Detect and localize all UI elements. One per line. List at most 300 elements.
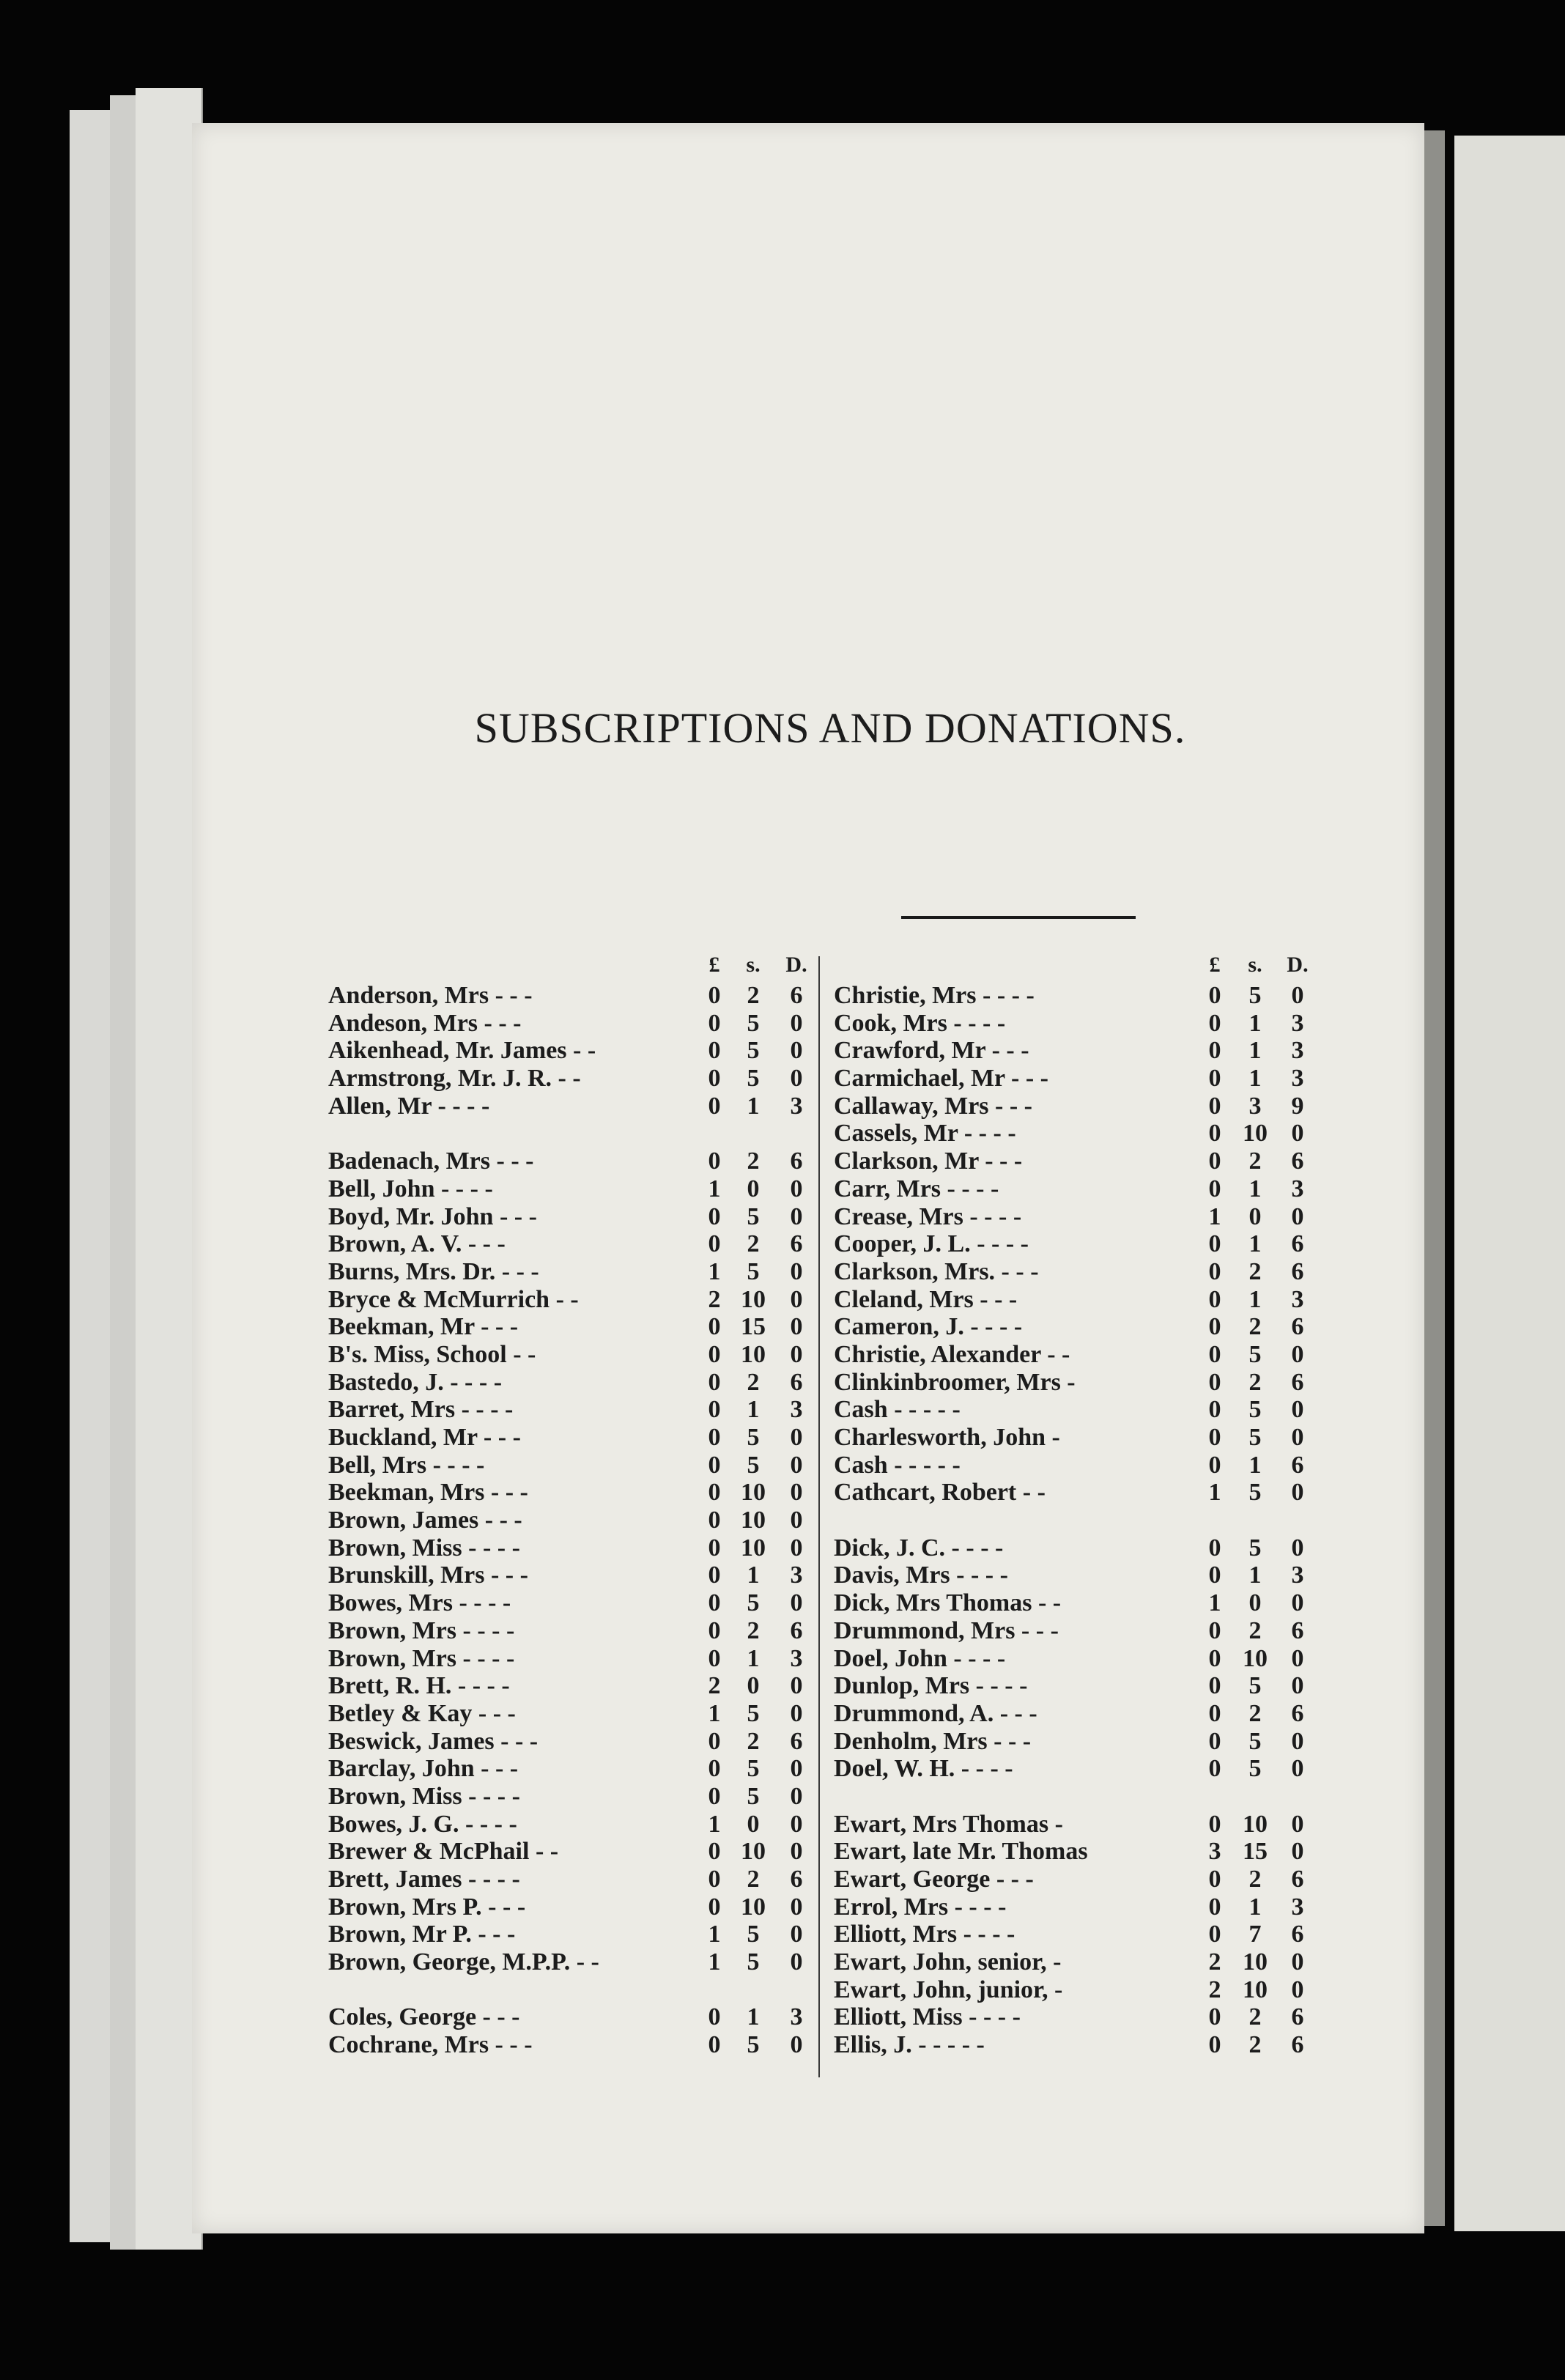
pence-value: 0	[790, 1202, 803, 1230]
subscriber-name: Buckland, Mr - - -	[328, 1424, 521, 1451]
pence-value: 3	[1291, 1285, 1304, 1313]
pence-value: 0	[1291, 1810, 1304, 1838]
shillings-value: 5	[747, 1782, 760, 1810]
pounds-value: 0	[1208, 1644, 1221, 1672]
shillings-value: 1	[1248, 1230, 1262, 1258]
pence-value: 6	[1291, 1866, 1304, 1893]
pounds-value: 0	[1208, 1009, 1221, 1037]
pence-value: 0	[790, 1424, 803, 1451]
pence-value: 9	[1291, 1092, 1304, 1120]
pence-header: D.	[1287, 953, 1309, 977]
shillings-value: 2	[747, 1866, 760, 1893]
shillings-value: 5	[747, 2031, 760, 2059]
subscriber-name: Cooper, J. L. - - - -	[834, 1230, 1029, 1258]
pence-value: 0	[1291, 1340, 1304, 1368]
pounds-value: 1	[708, 1175, 721, 1202]
shillings-value: 5	[747, 1257, 760, 1285]
pounds-value: 0	[708, 1507, 721, 1534]
shillings-value: 5	[747, 1699, 760, 1727]
pounds-value: 1	[1208, 1479, 1221, 1507]
pounds-value: 0	[1208, 2003, 1221, 2031]
pounds-value: 0	[708, 2003, 721, 2031]
subscriber-name: Denholm, Mrs - - -	[834, 1727, 1032, 1755]
pounds-value: 1	[708, 1810, 721, 1838]
subscriber-name: Crawford, Mr - - -	[834, 1037, 1029, 1065]
pence-value: 0	[790, 1948, 803, 1976]
pence-value: 6	[1291, 1148, 1304, 1175]
subscriber-name: Cathcart, Robert - -	[834, 1479, 1046, 1507]
subscriber-name: Elliott, Mrs - - - -	[834, 1921, 1015, 1948]
shillings-value: 10	[741, 1534, 766, 1562]
subscriber-name: Beekman, Mrs - - -	[328, 1479, 528, 1507]
pounds-value: 0	[1208, 1396, 1221, 1424]
subscriber-name: Aikenhead, Mr. James - -	[328, 1037, 596, 1065]
subscriber-name: Ewart, George - - -	[834, 1866, 1034, 1893]
pence-value: 0	[1291, 1755, 1304, 1783]
pence-value: 3	[790, 2003, 803, 2031]
pounds-value: 1	[1208, 1589, 1221, 1617]
subscriber-name: Bell, Mrs - - - -	[328, 1451, 485, 1479]
shillings-value: 1	[1248, 1285, 1262, 1313]
subscriber-name: Doel, John - - - -	[834, 1644, 1006, 1672]
pounds-value: 0	[1208, 1672, 1221, 1700]
subscriber-name: Coles, George - - -	[328, 2003, 520, 2031]
subscriber-name: Brown, Mrs - - - -	[328, 1616, 515, 1644]
pounds-value: 0	[708, 1755, 721, 1783]
pounds-value: 0	[1208, 1562, 1221, 1589]
pounds-value: 0	[708, 1893, 721, 1921]
subscriber-name: Brown, Mr P. - - -	[328, 1921, 516, 1948]
pounds-value: 0	[708, 1230, 721, 1258]
subscriber-name: Anderson, Mrs - - -	[328, 982, 533, 1009]
pounds-value: 0	[1208, 1699, 1221, 1727]
pounds-value: 0	[1208, 1534, 1221, 1562]
pounds-header: £	[1209, 953, 1221, 977]
pence-value: 0	[790, 1313, 803, 1341]
subscriber-name: Cleland, Mrs - - -	[834, 1285, 1018, 1313]
pence-value: 0	[790, 1037, 803, 1065]
subscriber-name: Barret, Mrs - - - -	[328, 1396, 514, 1424]
subscriber-name: Brown, Mrs P. - - -	[328, 1893, 526, 1921]
shillings-value: 5	[1248, 1534, 1262, 1562]
pence-value: 6	[1291, 1921, 1304, 1948]
subscriber-name: Cochrane, Mrs - - -	[328, 2031, 533, 2059]
pence-value: 0	[790, 1589, 803, 1617]
subscriber-name: Dick, J. C. - - - -	[834, 1534, 1004, 1562]
pounds-value: 1	[708, 1257, 721, 1285]
pence-value: 0	[1291, 1424, 1304, 1451]
pounds-value: 0	[708, 1838, 721, 1866]
pence-value: 0	[790, 1699, 803, 1727]
subscriber-name: Andeson, Mrs - - -	[328, 1009, 522, 1037]
pounds-value: 1	[708, 1921, 721, 1948]
pence-value: 3	[1291, 1562, 1304, 1589]
subscriber-name: Crease, Mrs - - - -	[834, 1202, 1022, 1230]
pence-value: 0	[790, 1782, 803, 1810]
pounds-value: 0	[708, 1313, 721, 1341]
subscriber-name: Brown, Mrs - - - -	[328, 1644, 515, 1672]
pence-value: 0	[790, 1175, 803, 1202]
shillings-value: 5	[747, 1451, 760, 1479]
pounds-value: 0	[1208, 1175, 1221, 1202]
subscriber-name: Errol, Mrs - - - -	[834, 1893, 1007, 1921]
pence-value: 0	[790, 1065, 803, 1093]
pence-value: 6	[790, 1727, 803, 1755]
pence-value: 0	[790, 1285, 803, 1313]
pence-value: 3	[1291, 1175, 1304, 1202]
shillings-value: 15	[741, 1313, 766, 1341]
shillings-value: 2	[1248, 1148, 1262, 1175]
pounds-value: 0	[708, 1562, 721, 1589]
column-divider	[818, 956, 820, 2077]
pounds-value: 0	[1208, 1921, 1221, 1948]
subscriber-name: Boyd, Mr. John - - -	[328, 1202, 537, 1230]
pounds-value: 0	[1208, 1065, 1221, 1093]
pounds-value: 0	[708, 1037, 721, 1065]
shillings-value: 5	[747, 1755, 760, 1783]
pounds-value: 2	[1208, 1948, 1221, 1976]
pounds-value: 1	[708, 1699, 721, 1727]
pence-value: 3	[1291, 1065, 1304, 1093]
pounds-value: 0	[1208, 1727, 1221, 1755]
subscriber-name: Clarkson, Mr - - -	[834, 1148, 1023, 1175]
shillings-value: 2	[1248, 1616, 1262, 1644]
shillings-value: 5	[747, 1065, 760, 1093]
pence-value: 0	[790, 1755, 803, 1783]
shillings-value: 7	[1248, 1921, 1262, 1948]
pounds-value: 0	[1208, 1451, 1221, 1479]
pounds-value: 0	[708, 1148, 721, 1175]
subscriber-name: Ellis, J. - - - - -	[834, 2031, 985, 2059]
pence-value: 6	[790, 1148, 803, 1175]
pounds-value: 0	[1208, 1092, 1221, 1120]
pounds-value: 0	[708, 1782, 721, 1810]
shillings-value: 5	[747, 1424, 760, 1451]
shillings-value: 1	[747, 2003, 760, 2031]
pounds-value: 0	[708, 1009, 721, 1037]
shillings-value: 1	[747, 1092, 760, 1120]
subscriber-name: Elliott, Miss - - - -	[834, 2003, 1021, 2031]
shillings-value: 5	[1248, 1424, 1262, 1451]
pence-value: 6	[1291, 1451, 1304, 1479]
subscriber-name: Cassels, Mr - - - -	[834, 1120, 1016, 1148]
shillings-value: 0	[1248, 1202, 1262, 1230]
pence-value: 6	[1291, 1230, 1304, 1258]
shillings-value: 0	[747, 1175, 760, 1202]
pounds-value: 0	[1208, 1037, 1221, 1065]
subscriber-name: Dunlop, Mrs - - - -	[834, 1672, 1028, 1700]
subscriber-name: Dick, Mrs Thomas - -	[834, 1589, 1062, 1617]
subscriber-name: Carmichael, Mr - - -	[834, 1065, 1048, 1093]
pence-value: 0	[1291, 1644, 1304, 1672]
subscriber-name: Brown, Miss - - - -	[328, 1782, 520, 1810]
title-rule	[901, 916, 1136, 919]
shillings-value: 5	[747, 1202, 760, 1230]
shillings-header: s.	[746, 953, 761, 977]
pounds-value: 0	[1208, 1810, 1221, 1838]
shillings-value: 2	[1248, 1866, 1262, 1893]
subscriber-name: Clinkinbroomer, Mrs -	[834, 1368, 1076, 1396]
pence-value: 0	[790, 1257, 803, 1285]
pence-value: 0	[790, 1340, 803, 1368]
subscriber-name: Barclay, John - - -	[328, 1755, 519, 1783]
shillings-value: 2	[747, 1616, 760, 1644]
pounds-value: 0	[1208, 1120, 1221, 1148]
subscriber-name: Brown, James - - -	[328, 1507, 522, 1534]
subscriber-name: Cash - - - - -	[834, 1396, 961, 1424]
pounds-value: 0	[708, 1727, 721, 1755]
shillings-value: 0	[747, 1810, 760, 1838]
pence-header: D.	[785, 953, 807, 977]
pounds-value: 0	[708, 1479, 721, 1507]
pence-value: 6	[790, 982, 803, 1009]
subscriber-name: Brown, A. V. - - -	[328, 1230, 506, 1258]
pounds-header: £	[708, 953, 720, 977]
pounds-value: 2	[708, 1672, 721, 1700]
pence-value: 3	[1291, 1009, 1304, 1037]
pence-value: 0	[790, 2031, 803, 2059]
subscriber-name: Badenach, Mrs - - -	[328, 1148, 534, 1175]
shillings-value: 5	[1248, 1340, 1262, 1368]
pence-value: 0	[1291, 1396, 1304, 1424]
pounds-value: 0	[1208, 1257, 1221, 1285]
shillings-value: 10	[741, 1340, 766, 1368]
pounds-value: 0	[1208, 1230, 1221, 1258]
pence-value: 6	[790, 1866, 803, 1893]
pence-value: 0	[790, 1921, 803, 1948]
pence-value: 0	[790, 1507, 803, 1534]
shillings-value: 5	[1248, 1396, 1262, 1424]
shillings-value: 1	[747, 1644, 760, 1672]
subscriber-name: Bastedo, J. - - - -	[328, 1368, 503, 1396]
pence-value: 0	[1291, 1202, 1304, 1230]
pounds-value: 0	[708, 1866, 721, 1893]
pence-value: 0	[1291, 1727, 1304, 1755]
facing-page-edge	[1454, 136, 1565, 2231]
shillings-value: 2	[1248, 1313, 1262, 1341]
shillings-value: 10	[741, 1838, 766, 1866]
subscriber-name: Betley & Kay - - -	[328, 1699, 516, 1727]
subscriber-name: Bryce & McMurrich - -	[328, 1285, 579, 1313]
pence-value: 3	[790, 1396, 803, 1424]
shillings-value: 3	[1248, 1092, 1262, 1120]
pounds-value: 0	[1208, 982, 1221, 1009]
subscriber-name: Clarkson, Mrs. - - -	[834, 1257, 1039, 1285]
pence-value: 6	[790, 1230, 803, 1258]
shillings-value: 1	[1248, 1175, 1262, 1202]
pounds-value: 3	[1208, 1838, 1221, 1866]
pence-value: 6	[1291, 2031, 1304, 2059]
pounds-value: 0	[1208, 1893, 1221, 1921]
pounds-value: 0	[1208, 1424, 1221, 1451]
subscriber-name: Brett, James - - - -	[328, 1866, 520, 1893]
shillings-value: 10	[1243, 1120, 1268, 1148]
pence-value: 0	[1291, 1534, 1304, 1562]
pounds-value: 0	[708, 1589, 721, 1617]
shillings-value: 2	[1248, 2003, 1262, 2031]
subscriber-name: Beswick, James - - -	[328, 1727, 539, 1755]
subscriber-name: Armstrong, Mr. J. R. - -	[328, 1065, 581, 1093]
shillings-value: 5	[747, 1948, 760, 1976]
pence-value: 0	[790, 1838, 803, 1866]
shillings-value: 2	[747, 1230, 760, 1258]
shillings-value: 15	[1243, 1838, 1268, 1866]
shillings-value: 10	[741, 1893, 766, 1921]
pounds-value: 0	[708, 1451, 721, 1479]
pence-value: 3	[1291, 1893, 1304, 1921]
shillings-value: 10	[1243, 1810, 1268, 1838]
page-title: SUBSCRIPTIONS AND DONATIONS.	[474, 704, 1186, 752]
pounds-value: 1	[708, 1948, 721, 1976]
pence-value: 0	[790, 1009, 803, 1037]
shillings-value: 2	[1248, 2031, 1262, 2059]
pence-value: 6	[1291, 1616, 1304, 1644]
pence-value: 0	[790, 1451, 803, 1479]
subscriber-name: Bowes, Mrs - - - -	[328, 1589, 511, 1617]
subscriber-name: Brett, R. H. - - - -	[328, 1672, 510, 1700]
subscriber-name: Drummond, A. - - -	[834, 1699, 1037, 1727]
subscriber-name: Bowes, J. G. - - - -	[328, 1810, 517, 1838]
pounds-value: 0	[1208, 1368, 1221, 1396]
pence-value: 3	[790, 1644, 803, 1672]
pence-value: 0	[1291, 982, 1304, 1009]
shillings-value: 10	[1243, 1976, 1268, 2003]
pounds-value: 0	[1208, 1866, 1221, 1893]
pounds-value: 0	[708, 1396, 721, 1424]
subscriber-name: Doel, W. H. - - - -	[834, 1755, 1013, 1783]
pence-value: 3	[790, 1562, 803, 1589]
shillings-value: 2	[747, 1727, 760, 1755]
pence-value: 0	[1291, 1120, 1304, 1148]
pence-value: 6	[1291, 1313, 1304, 1341]
subscriber-name: Beekman, Mr - - -	[328, 1313, 519, 1341]
subscriber-name: Callaway, Mrs - - -	[834, 1092, 1033, 1120]
pence-value: 0	[790, 1810, 803, 1838]
shillings-value: 2	[1248, 1368, 1262, 1396]
pence-value: 3	[1291, 1037, 1304, 1065]
pence-value: 0	[1291, 1976, 1304, 2003]
pounds-value: 0	[1208, 1313, 1221, 1341]
pounds-value: 1	[1208, 1202, 1221, 1230]
subscriber-name: Carr, Mrs - - - -	[834, 1175, 999, 1202]
shillings-value: 1	[747, 1396, 760, 1424]
pounds-value: 0	[708, 1644, 721, 1672]
pence-value: 6	[1291, 2003, 1304, 2031]
pence-value: 3	[790, 1092, 803, 1120]
shillings-value: 1	[747, 1562, 760, 1589]
subscriber-name: Christie, Mrs - - - -	[834, 982, 1035, 1009]
pounds-value: 0	[708, 1092, 721, 1120]
shillings-value: 1	[1248, 1009, 1262, 1037]
shillings-value: 10	[1243, 1644, 1268, 1672]
shillings-value: 0	[1248, 1589, 1262, 1617]
subscriber-name: Charlesworth, John -	[834, 1424, 1060, 1451]
pence-value: 0	[1291, 1948, 1304, 1976]
pence-value: 0	[1291, 1672, 1304, 1700]
pence-value: 6	[1291, 1257, 1304, 1285]
pence-value: 0	[790, 1534, 803, 1562]
pounds-value: 0	[1208, 1148, 1221, 1175]
subscriber-name: Allen, Mr - - - -	[328, 1092, 490, 1120]
shillings-value: 10	[741, 1507, 766, 1534]
pounds-value: 0	[1208, 1285, 1221, 1313]
pounds-value: 0	[1208, 1340, 1221, 1368]
pounds-value: 2	[708, 1285, 721, 1313]
subscriber-name: Ewart, late Mr. Thomas	[834, 1838, 1088, 1866]
pence-value: 0	[1291, 1589, 1304, 1617]
subscriber-name: Brunskill, Mrs - - -	[328, 1562, 528, 1589]
subscriber-name: B's. Miss, School - -	[328, 1340, 536, 1368]
shillings-value: 2	[747, 1148, 760, 1175]
shillings-value: 2	[1248, 1257, 1262, 1285]
pence-value: 0	[1291, 1838, 1304, 1866]
shillings-value: 5	[1248, 1479, 1262, 1507]
shillings-value: 5	[1248, 1727, 1262, 1755]
pounds-value: 0	[708, 1065, 721, 1093]
subscriber-name: Drummond, Mrs - - -	[834, 1616, 1059, 1644]
pounds-value: 0	[708, 1534, 721, 1562]
pence-value: 0	[790, 1672, 803, 1700]
shillings-value: 10	[1243, 1948, 1268, 1976]
shillings-value: 2	[747, 982, 760, 1009]
shillings-value: 5	[1248, 982, 1262, 1009]
pence-value: 6	[790, 1616, 803, 1644]
shillings-value: 5	[1248, 1755, 1262, 1783]
pence-value: 6	[1291, 1699, 1304, 1727]
shillings-value: 2	[747, 1368, 760, 1396]
pence-value: 6	[790, 1368, 803, 1396]
pence-value: 0	[790, 1479, 803, 1507]
shillings-value: 0	[747, 1672, 760, 1700]
pence-value: 0	[790, 1893, 803, 1921]
subscriber-name: Cash - - - - -	[834, 1451, 961, 1479]
subscriber-name: Bell, John - - - -	[328, 1175, 493, 1202]
shillings-value: 1	[1248, 1037, 1262, 1065]
subscriber-name: Brown, George, M.P.P. - -	[328, 1948, 599, 1976]
subscriber-name: Brown, Miss - - - -	[328, 1534, 520, 1562]
shillings-value: 1	[1248, 1451, 1262, 1479]
subscriber-name: Brewer & McPhail - -	[328, 1838, 559, 1866]
pounds-value: 0	[708, 1340, 721, 1368]
pounds-value: 0	[1208, 1616, 1221, 1644]
pounds-value: 0	[1208, 1755, 1221, 1783]
shillings-value: 1	[1248, 1065, 1262, 1093]
pence-value: 0	[1291, 1479, 1304, 1507]
pounds-value: 0	[708, 1424, 721, 1451]
shillings-value: 5	[747, 1589, 760, 1617]
shillings-value: 1	[1248, 1562, 1262, 1589]
shillings-value: 5	[747, 1921, 760, 1948]
shillings-value: 5	[1248, 1672, 1262, 1700]
subscriber-name: Davis, Mrs - - - -	[834, 1562, 1008, 1589]
pence-value: 6	[1291, 1368, 1304, 1396]
pounds-value: 0	[1208, 2031, 1221, 2059]
pounds-value: 0	[708, 2031, 721, 2059]
subscriber-name: Christie, Alexander - -	[834, 1340, 1070, 1368]
shillings-header: s.	[1248, 953, 1262, 977]
shillings-value: 1	[1248, 1893, 1262, 1921]
pounds-value: 0	[708, 1202, 721, 1230]
pounds-value: 0	[708, 982, 721, 1009]
subscriber-name: Cameron, J. - - - -	[834, 1313, 1023, 1341]
shillings-value: 5	[747, 1037, 760, 1065]
subscriber-name: Ewart, Mrs Thomas -	[834, 1810, 1063, 1838]
pounds-value: 2	[1208, 1976, 1221, 2003]
shillings-value: 5	[747, 1009, 760, 1037]
shillings-value: 10	[741, 1285, 766, 1313]
subscriber-name: Burns, Mrs. Dr. - - -	[328, 1257, 539, 1285]
shillings-value: 2	[1248, 1699, 1262, 1727]
